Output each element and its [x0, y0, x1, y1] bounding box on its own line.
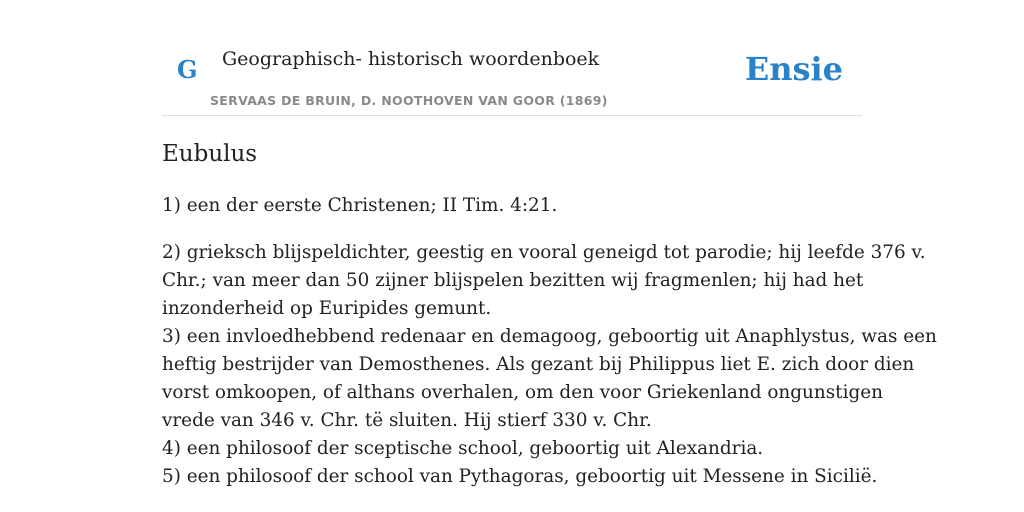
- entry-text-line: vorst omkoopen, of althans overhalen, om den voor Griekenland ongunstigen: [162, 382, 883, 403]
- ensie-logo-link[interactable]: Ensie: [744, 50, 843, 88]
- book-logo-letter[interactable]: G: [177, 55, 198, 84]
- entry-text-line: 3) een invloedhebbend redenaar en demagoog, geboortig uit Anaphlystus, was een: [162, 326, 937, 347]
- entry-paragraph: [162, 239, 937, 491]
- entry-title: Eubulus: [162, 141, 258, 167]
- site-header: [162, 40, 862, 116]
- entry-text-line: inzonderheid op Euripides gemunt.: [162, 298, 492, 319]
- entry-text-line: Chr.; van meer dan 50 zijner blijspelen bezitten wij fragmenlen; hij had het: [162, 270, 864, 291]
- entry-text-line: 4) een philosoof der sceptische school, geboortig uit Alexandria.: [162, 438, 764, 459]
- book-author: SERVAAS DE BRUIN, D. NOOTHOVEN VAN GOOR (1869): [210, 93, 608, 108]
- entry-text-line: 2) grieksch blijspeldichter, geestig en vooral geneigd tot parodie; hij leefde 376 v.: [162, 242, 926, 263]
- entry-text-line: heftig bestrijder van Demosthenes. Als gezant bij Philippus liet E. zich door dien: [162, 354, 915, 375]
- book-title[interactable]: Geographisch- historisch woordenboek: [222, 48, 600, 70]
- entry-text-line: vrede van 346 v. Chr. të sluiten. Hij stierf 330 v. Chr.: [162, 410, 652, 431]
- entry-text-line: 5) een philosoof der school van Pythagoras, geboortig uit Messene in Sicilië.: [162, 466, 878, 487]
- entry-content: [162, 138, 937, 491]
- entry-paragraph: 1) een der eerste Christenen; II Tim. 4:21.: [162, 195, 558, 216]
